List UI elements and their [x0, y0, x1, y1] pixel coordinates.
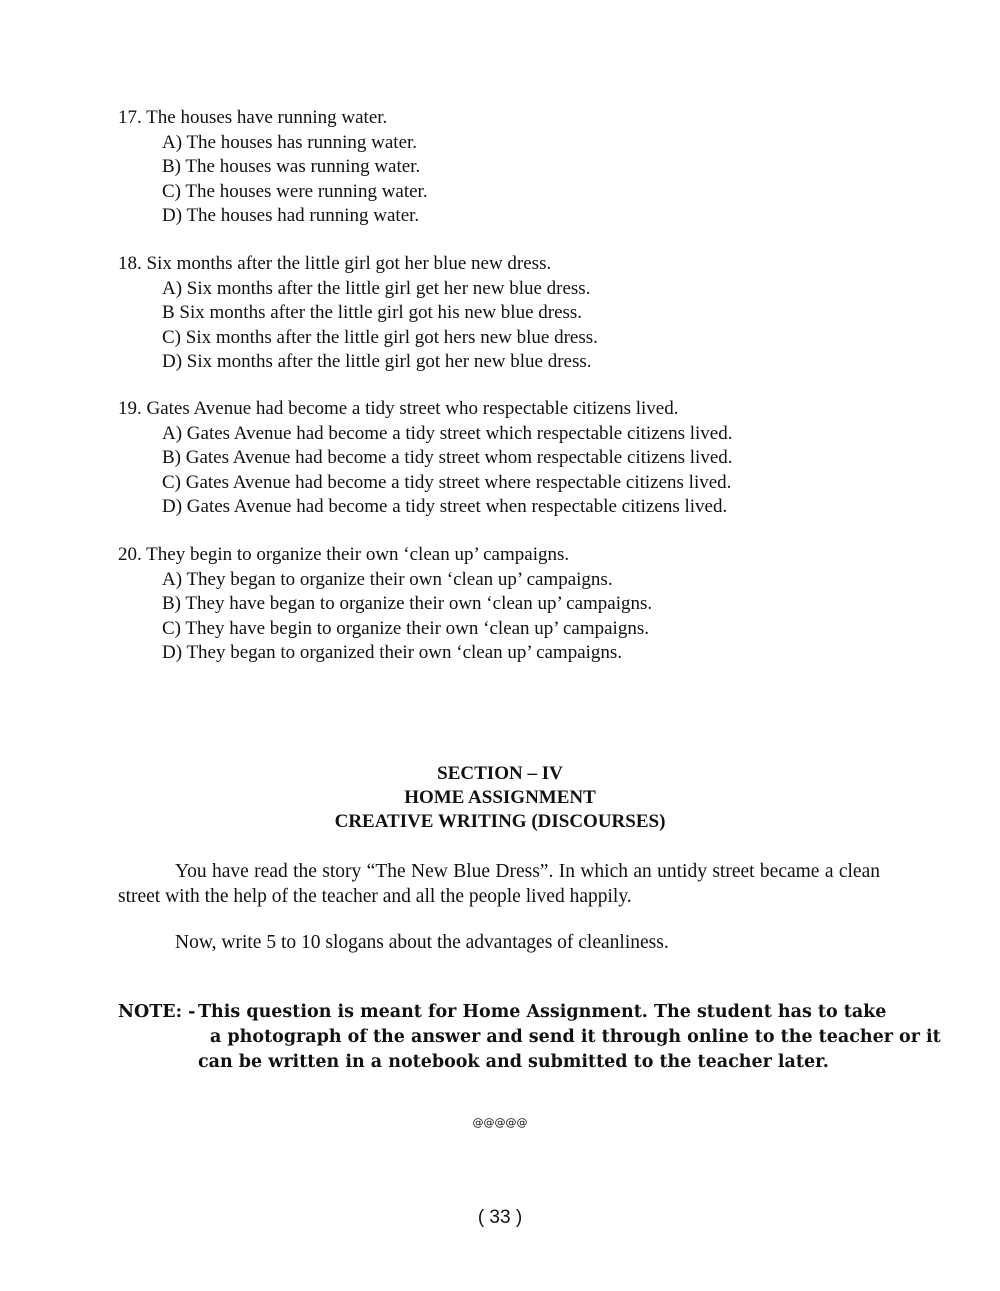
question-stem: 18. Six months after the little girl got her blue new dress.	[118, 253, 552, 274]
option-c: C) The houses were running water.	[162, 180, 428, 202]
note-line: can be written in a notebook and submitted to the teacher later.	[198, 1052, 829, 1072]
option-d: D) Six months after the little girl got her new blue dress.	[162, 351, 592, 372]
option-a: A) The houses has running water.	[162, 131, 418, 153]
note-line: a photograph of the answer and send it through online to the teacher or it	[210, 1027, 941, 1047]
section-header	[0, 762, 1000, 834]
question-17	[118, 106, 428, 229]
note-line: This question is meant for Home Assignment. The student has to take	[198, 1002, 887, 1022]
question-20	[118, 543, 652, 666]
question-stem: 20. They begin to organize their own ‘clean up’ campaigns.	[118, 544, 570, 565]
page-number: ( 33 )	[477, 1207, 523, 1228]
section-heading: CREATIVE WRITING (DISCOURSES)	[334, 811, 666, 832]
question-stem: 17. The houses have running water.	[118, 107, 388, 128]
option-d: D) Gates Avenue had become a tidy street when respectable citizens lived.	[162, 496, 728, 517]
option-a: A) Six months after the little girl get her new blue dress.	[162, 277, 591, 299]
option-c: C) They have begin to organize their own ‘clean up’ campaigns.	[162, 617, 649, 639]
option-a: A) They began to organize their own ‘clean up’ campaigns.	[162, 568, 613, 590]
question-stem: 19. Gates Avenue had become a tidy street who respectable citizens lived.	[118, 398, 679, 419]
option-b: B) Gates Avenue had become a tidy street whom respectable citizens lived.	[162, 447, 733, 468]
option-a: A) Gates Avenue had become a tidy street which respectable citizens lived.	[162, 422, 733, 444]
question-19	[118, 397, 733, 520]
section-subtitle: HOME ASSIGNMENT	[404, 787, 596, 808]
option-c: C) Gates Avenue had become a tidy street where respectable citizens lived.	[162, 471, 732, 493]
option-b: B) The houses was running water.	[162, 156, 421, 177]
note-label: NOTE: -	[118, 1002, 196, 1022]
option-d: D) They began to organized their own ‘clean up’ campaigns.	[162, 642, 623, 663]
option-b: B Six months after the little girl got his new blue dress.	[162, 302, 583, 323]
section-title: SECTION – IV	[437, 763, 563, 784]
option-d: D) The houses had running water.	[162, 205, 420, 226]
task-paragraph: Now, write 5 to 10 slogans about the advantages of cleanliness.	[175, 932, 669, 953]
end-separator: @@@@@	[472, 1116, 528, 1129]
story-paragraph: You have read the story “The New Blue Dress”. In which an untidy street became a clean street with the help of the teacher and all the people lived happily.	[118, 861, 880, 907]
option-b: B) They have began to organize their own ‘clean up’ campaigns.	[162, 593, 653, 614]
option-c: C) Six months after the little girl got hers new blue dress.	[162, 326, 598, 348]
question-18	[118, 252, 598, 375]
